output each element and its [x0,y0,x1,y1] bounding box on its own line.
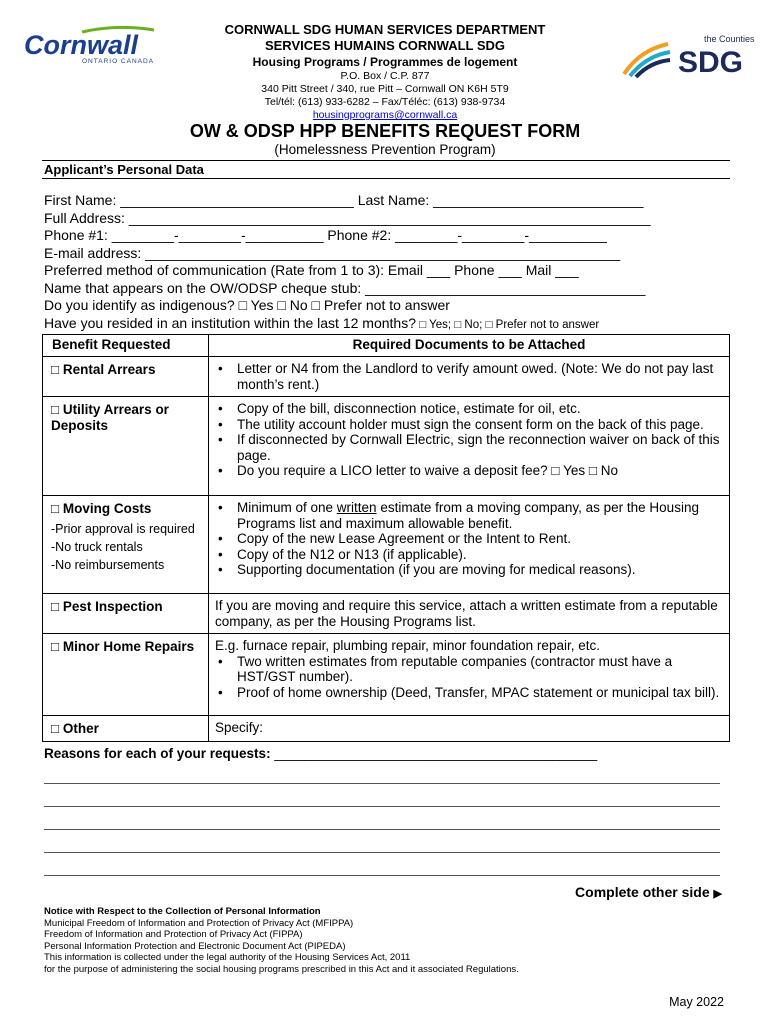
rental-arrears-checkbox[interactable]: □ Rental Arrears [51,362,156,377]
list-item: • Copy of the bill, disconnection notice, estimate for oil, etc. [215,401,723,417]
list-item: • The utility account holder must sign the consent form on the back of this page. [215,417,723,433]
section-header [42,160,730,179]
pest-inspection-checkbox[interactable]: □ Pest Inspection [51,599,163,614]
indigenous-question[interactable]: Do you identify as indigenous? □ Yes □ No □ Prefer not to answer [44,297,450,313]
svg-text:Cornwall: Cornwall [24,30,139,60]
list-item[interactable]: • Do you require a LICO letter to waive a deposit fee? □ Yes □ No [215,463,723,479]
other-specify-field[interactable]: Specify: [215,720,264,735]
table-row [43,594,730,634]
program-name: Housing Programs / Programmes de logement [252,55,518,69]
svg-text:ONTARIO CANADA: ONTARIO CANADA [82,58,155,65]
complete-other-side-label: Complete other side [575,884,710,900]
moving-costs-checkbox[interactable]: □ Moving Costs [51,501,152,516]
communication-preference-field[interactable]: Preferred method of communication (Rate from 1 to 3): Email ___ Phone ___ Mail ___ [44,262,579,278]
street-address: 340 Pitt Street / 340, rue Pitt – Cornwall ON K6H 5T9 [261,83,509,95]
notice-heading: Notice with Respect to the Collection of Personal Information [44,906,321,917]
arrow-right-icon: ▶ [713,888,722,900]
required-documents-header: Required Documents to be Attached [209,335,730,357]
form-title: OW & ODSP HPP BENEFITS REQUEST FORM [189,121,581,141]
institution-options[interactable]: □ Yes; □ No; □ Prefer not to answer [416,318,600,331]
address-field[interactable]: Full Address: ___________________________________________________________________ [44,209,651,226]
moving-note-truck: -No truck rentals [51,540,143,554]
benefit-requested-header: Benefit Requested [43,335,209,357]
email-link[interactable]: housingprograms@cornwall.ca [312,109,458,121]
reasons-line[interactable] [44,783,720,784]
phone-fax: Tel/tél: (613) 933-6282 – Fax/Téléc: (613) 938-9734 [264,96,506,108]
sdg-logo [620,30,762,78]
email-field[interactable]: E-mail address: _____________________________________________________________ [44,244,621,261]
complete-other-side [575,884,722,900]
privacy-notice [44,906,734,975]
list-item: • Copy of the new Lease Agreement or the Intent to Rent. [215,531,723,547]
department-info [160,22,610,122]
institution-question-text: Have you resided in an institution within the last 12 months? [44,314,416,331]
moving-note-approval: -Prior approval is required [51,522,195,536]
table-row [43,716,730,742]
list-item: • Copy of the N12 or N13 (if applicable). [215,547,723,563]
cheque-name-field[interactable]: Name that appears on the OW/ODSP cheque stub: ____________________________________ [44,279,646,296]
reasons-label: Reasons for each of your requests: [44,746,271,761]
form-subtitle: (Homelessness Prevention Program) [274,142,496,157]
list-item: • Letter or N4 from the Landlord to verify amount owed. (Note: We do not pay last month’s rent.) [215,361,723,392]
name-field[interactable]: First Name: ______________________________ Last Name: ___________________________ [44,192,644,208]
po-box: P.O. Box / C.P. 877 [340,70,430,82]
reasons-line[interactable] [44,852,720,853]
table-row [43,357,730,397]
repairs-docs-list [215,654,723,701]
list-item: • Two written estimates from reputable companies (contractor must have a HST/GST number). [215,654,723,685]
reasons-line[interactable] [44,875,720,876]
utility-docs-list [215,401,723,479]
reasons-line[interactable] [44,829,720,830]
list-item: • If disconnected by Cornwall Electric, sign the reconnection waiver on back of this page. [215,432,723,463]
notice-line: Municipal Freedom of Information and Protection of Privacy Act (MFIPPA) [44,917,354,929]
table-row [43,397,730,496]
pest-inspection-text: If you are moving and require this service, attach a written estimate from a reputable company, as per the Housing Programs list. [215,598,718,629]
table-row [43,496,730,594]
section-title: Applicant’s Personal Data [44,162,204,177]
phone-field[interactable]: Phone #1: ________-________-__________ Phone #2: ________-________-__________ [44,227,607,243]
table-header-row [43,335,730,357]
department-name: CORNWALL SDG HUMAN SERVICES DEPARTMENT [224,22,546,37]
table-row [43,634,730,716]
notice-line: Personal Information Protection and Electronic Document Act (PIPEDA) [44,940,346,952]
letterhead [0,0,770,120]
benefits-table [42,334,730,742]
institution-question[interactable] [44,315,734,333]
notice-line: Freedom of Information and Protection of Privacy Act (FIPPA) [44,929,303,940]
reasons-line[interactable] [44,806,720,807]
notice-line: This information is collected under the legal authority of the Housing Services Act, 2011 [44,952,411,963]
personal-data-fields [44,192,734,332]
department-name-fr: SERVICES HUMAINS CORNWALL SDG [264,38,506,53]
utility-arrears-checkbox[interactable]: □ Utility Arrears or Deposits [51,402,169,433]
repairs-text: E.g. furnace repair, plumbing repair, minor foundation repair, etc. [215,638,600,653]
reasons-section [44,746,734,761]
rental-docs-list [215,361,723,392]
list-item: • Supporting documentation (if you are moving for medical reasons). [215,562,723,578]
revision-date: May 2022 [669,995,724,1009]
list-item: • Proof of home ownership (Deed, Transfer, MPAC statement or municipal tax bill). [215,685,723,701]
minor-home-repairs-checkbox[interactable]: □ Minor Home Repairs [51,639,195,654]
cornwall-logo [22,26,162,66]
list-item: • Minimum of one written estimate from a moving company, as per the Housing Programs list and maximum allowable benefit. [215,500,723,531]
moving-note-reimbursement: -No reimbursements [51,558,165,572]
svg-text:the Counties: the Counties [704,34,755,44]
svg-text:SDG: SDG [678,46,744,78]
reasons-first-line[interactable]: ___________________________________________ [274,746,598,761]
notice-line: for the purpose of administering the social housing programs prescribed in this Act and it associated Regulations. [44,963,519,975]
other-checkbox[interactable]: □ Other [51,721,99,736]
moving-docs-list [215,500,723,578]
